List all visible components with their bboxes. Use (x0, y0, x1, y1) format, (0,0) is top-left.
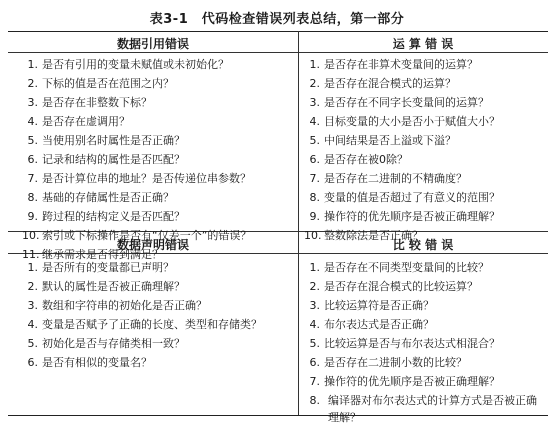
item-text: 整数除法是否正确？ (324, 229, 423, 242)
header-rule-top (8, 52, 548, 53)
item-number: 8. (309, 394, 320, 407)
item-number: 11. (22, 248, 40, 261)
item-text: 是否存在混合模式的运算？ (324, 77, 456, 90)
item-number: 8. (27, 191, 38, 204)
item-text: 是否存在非算术变量间的运算？ (324, 58, 478, 71)
list-item (304, 150, 546, 169)
item-number: 2. (309, 280, 320, 293)
item-text: 默认的属性是否被正确理解？ (42, 280, 185, 293)
list-item (22, 74, 296, 93)
item-text: 是否存在虚调用？ (42, 115, 130, 128)
computation-list (304, 55, 546, 245)
item-text: 继承需求是否得到满足？ (42, 248, 163, 261)
item-text: 数组和字符串的初始化是否正确？ (42, 299, 207, 312)
item-text: 下标的值是否在范围之内？ (42, 77, 174, 90)
item-text: 记录和结构的属性是否匹配？ (42, 153, 185, 166)
item-text: 跨过程的结构定义是否匹配？ (42, 210, 185, 223)
list-item (304, 55, 546, 74)
top-rule (8, 31, 548, 32)
item-text: 变量是否赋予了正确的长度、类型和存储类？ (42, 318, 262, 331)
list-item (304, 372, 546, 391)
data-reference-heading: 数据引用错误 (116, 37, 189, 51)
list-item (22, 226, 296, 245)
list-item (304, 188, 546, 207)
item-number: 4. (27, 318, 38, 331)
list-item (304, 391, 546, 426)
list-item (22, 93, 296, 112)
list-item (304, 112, 546, 131)
data-declaration-list (22, 258, 296, 372)
item-number: 8. (309, 191, 320, 204)
item-number: 7. (309, 172, 320, 185)
item-text: 中间结果是否上溢或下溢？ (324, 134, 456, 147)
list-item (22, 353, 296, 372)
list-item (22, 112, 296, 131)
item-text: 是否存在不同类型变量间的比较？ (324, 261, 489, 274)
list-item (304, 258, 546, 277)
item-number: 1. (27, 58, 38, 71)
list-item (22, 150, 296, 169)
item-number: 5. (309, 134, 320, 147)
list-item (304, 74, 546, 93)
list-item (22, 131, 296, 150)
item-text: 是否计算位串的地址？是否传递位串参数？ (42, 172, 251, 185)
list-item (22, 188, 296, 207)
item-text: 操作符的优先顺序是否被正确理解？ (324, 375, 500, 388)
list-item (304, 207, 546, 226)
item-number: 5. (27, 337, 38, 350)
item-number: 10. (22, 229, 40, 242)
item-text: 编译器对布尔表达式的计算方式是否被正确理解？ (328, 394, 537, 424)
item-number: 3. (27, 299, 38, 312)
list-item (22, 315, 296, 334)
item-text: 布尔表达式是否正确？ (324, 318, 434, 331)
item-number: 3. (27, 96, 38, 109)
data-reference-list (22, 55, 296, 264)
table-title: 表3-1 代码检查错误列表总结，第一部分 (149, 12, 405, 27)
list-item (22, 296, 296, 315)
list-item (22, 258, 296, 277)
item-number: 5. (27, 134, 38, 147)
list-item (22, 207, 296, 226)
item-number: 6. (309, 356, 320, 369)
data-declaration-heading: 数据声明错误 (116, 238, 189, 252)
item-number: 6. (309, 153, 320, 166)
item-text: 是否有相似的变量名？ (42, 356, 152, 369)
list-item (304, 353, 546, 372)
item-text: 比较运算符是否正确？ (324, 299, 434, 312)
item-number: 3. (309, 96, 320, 109)
item-text: 目标变量的大小是否小于赋值大小？ (324, 115, 500, 128)
comparison-list (304, 258, 546, 426)
item-text: 是否存在被0除？ (324, 153, 408, 166)
item-text: 是否存在二进制小数的比较？ (324, 356, 467, 369)
item-text: 当使用别名时属性是否正确？ (42, 134, 185, 147)
list-item (22, 169, 296, 188)
item-text: 是否存在混合模式的比较运算？ (324, 280, 478, 293)
item-number: 1. (309, 58, 320, 71)
list-item (304, 334, 546, 353)
list-item (22, 277, 296, 296)
item-number: 4. (309, 318, 320, 331)
list-item (304, 296, 546, 315)
comparison-heading: 比 较 错 误 (392, 238, 454, 252)
list-item (22, 55, 296, 74)
item-number: 10. (304, 229, 322, 242)
item-number: 1. (309, 261, 320, 274)
item-number: 7. (309, 375, 320, 388)
item-number: 2. (27, 280, 38, 293)
item-text: 是否存在不同字长变量间的运算？ (324, 96, 489, 109)
list-item (304, 169, 546, 188)
item-number: 1. (27, 261, 38, 274)
item-number: 9. (309, 210, 320, 223)
list-item (304, 93, 546, 112)
item-number: 3. (309, 299, 320, 312)
item-number: 9. (27, 210, 38, 223)
item-text: 索引或下标操作是否有“仅差一个”的错误？ (42, 229, 252, 242)
item-text: 是否所有的变量都已声明？ (42, 261, 174, 274)
item-text: 基础的存储属性是否正确？ (42, 191, 174, 204)
item-text: 比较运算是否与布尔表达式相混合？ (324, 337, 500, 350)
list-item (304, 131, 546, 150)
item-text: 是否有引用的变量未赋值或未初始化？ (42, 58, 229, 71)
item-text: 变量的值是否超过了有意义的范围？ (324, 191, 500, 204)
list-item (304, 315, 546, 334)
computation-heading: 运 算 错 误 (392, 37, 454, 51)
item-text: 是否存在非整数下标？ (42, 96, 152, 109)
item-text: 操作符的优先顺序是否被正确理解？ (324, 210, 500, 223)
item-text: 初始化是否与存储类相一致？ (42, 337, 185, 350)
list-item (304, 226, 546, 245)
item-number: 7. (27, 172, 38, 185)
column-divider (298, 31, 299, 415)
item-text: 是否存在二进制的不精确度？ (324, 172, 467, 185)
item-number: 4. (27, 115, 38, 128)
item-number: 6. (27, 356, 38, 369)
item-number: 5. (309, 337, 320, 350)
list-item (22, 334, 296, 353)
list-item (304, 277, 546, 296)
item-number: 2. (309, 77, 320, 90)
item-number: 6. (27, 153, 38, 166)
item-number: 4. (309, 115, 320, 128)
item-number: 2. (27, 77, 38, 90)
